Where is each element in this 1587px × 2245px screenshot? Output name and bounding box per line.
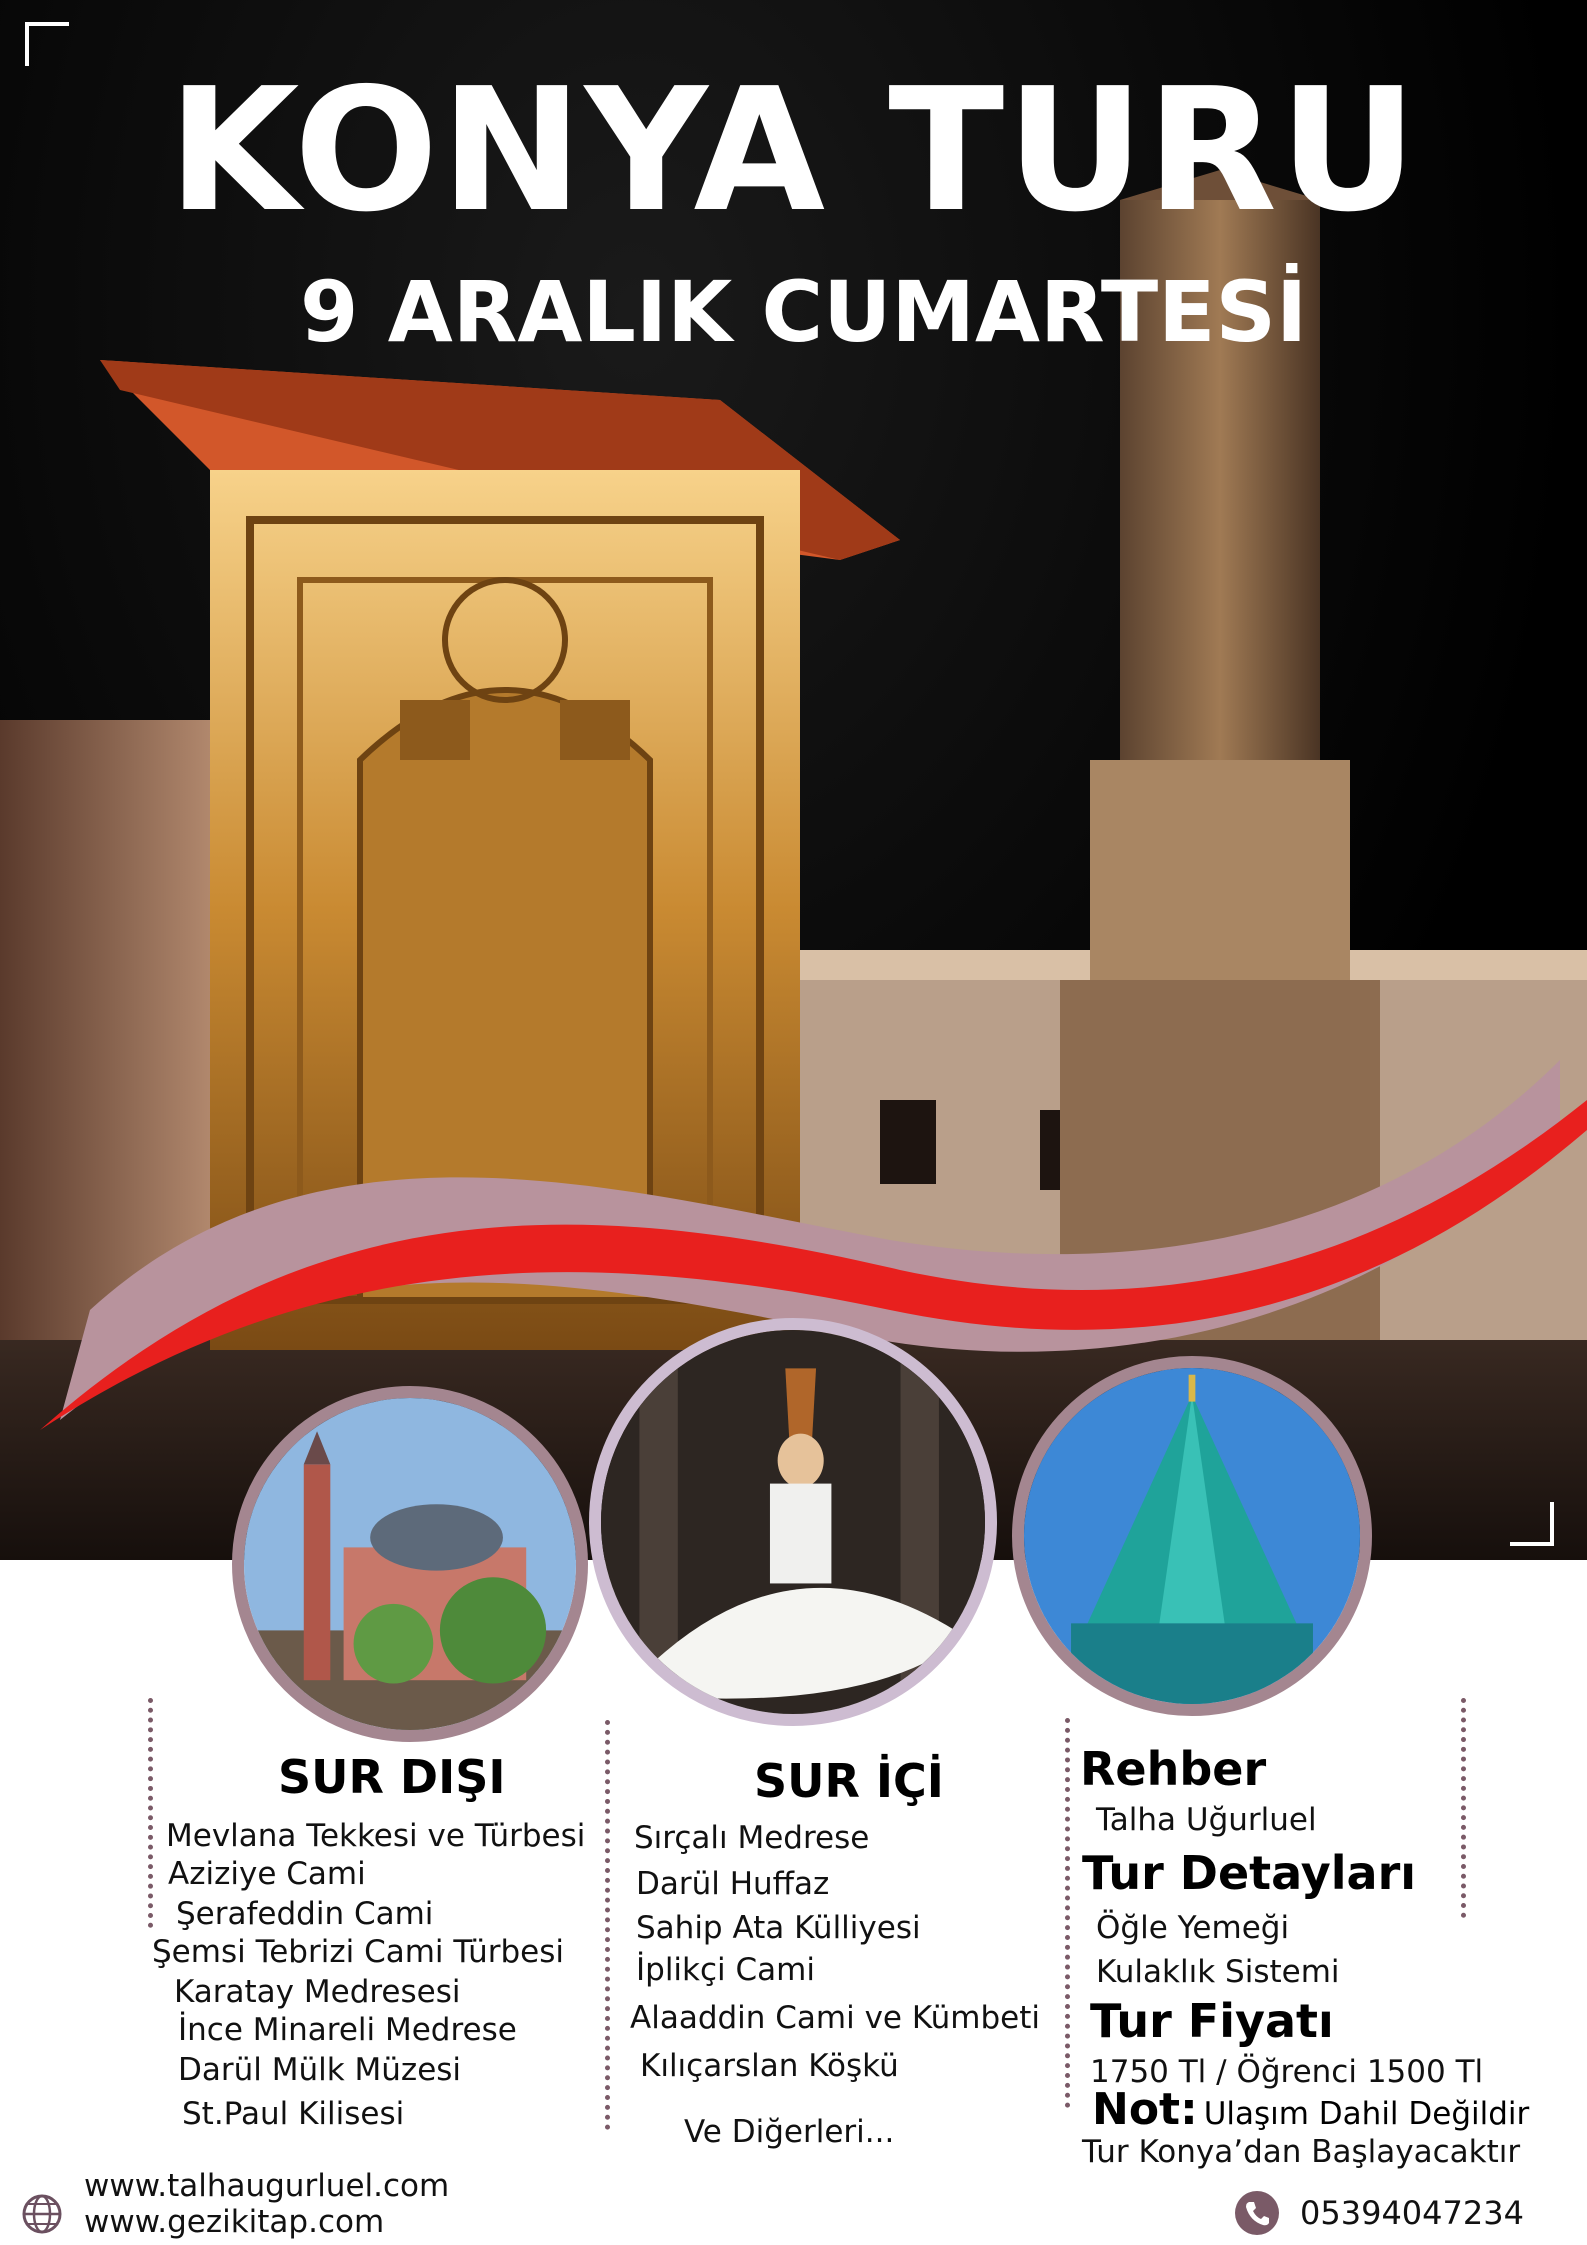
- tur-fiyati-heading: Tur Fiyatı: [1090, 1994, 1334, 2048]
- sur-ici-item: Kılıçarslan Köşkü: [640, 2048, 899, 2084]
- rehber-heading: Rehber: [1080, 1742, 1267, 1796]
- not-row: [1092, 2084, 1529, 2135]
- green-dome-photo-circle: [1012, 1356, 1372, 1716]
- start-note: Tur Konya’dan Başlayacaktır: [1082, 2134, 1521, 2170]
- dotted-divider: [148, 1698, 153, 1928]
- whirling-dervish-photo-circle: [589, 1318, 997, 1726]
- tur-fiyati-value: 1750 Tl / Öğrenci 1500 Tl: [1090, 2054, 1484, 2090]
- dotted-divider: [1461, 1698, 1466, 1918]
- sur-ici-item: İplikçi Cami: [636, 1952, 815, 1988]
- tur-detay-item: Öğle Yemeği: [1096, 1910, 1290, 1946]
- sur-ici-heading: SUR İÇİ: [754, 1754, 944, 1808]
- page-subtitle: 9 ARALIK CUMARTESİ: [300, 263, 1308, 361]
- sur-disi-heading: SUR DIŞI: [278, 1750, 506, 1804]
- phone-number[interactable]: 05394047234: [1300, 2194, 1524, 2232]
- sur-disi-item: Mevlana Tekkesi ve Türbesi: [166, 1818, 586, 1854]
- tur-detay-item: Kulaklık Sistemi: [1096, 1954, 1340, 1990]
- not-text: Ulaşım Dahil Değildir: [1203, 2096, 1530, 2132]
- dotted-divider: [1065, 1718, 1070, 2108]
- sur-disi-item: Darül Mülk Müzesi: [178, 2052, 462, 2088]
- sur-ici-item: Alaaddin Cami ve Kümbeti: [630, 2000, 1041, 2036]
- sur-disi-item: St.Paul Kilisesi: [182, 2096, 405, 2132]
- website-link-gezikitap[interactable]: www.gezikitap.com: [84, 2204, 385, 2240]
- page-title: KONYA TURU: [167, 52, 1420, 250]
- corner-frame-bottom-right: [1510, 1502, 1554, 1546]
- rehber-name: Talha Uğurluel: [1096, 1802, 1317, 1838]
- sur-ici-item: Darül Huffaz: [636, 1866, 830, 1902]
- sur-disi-item: Aziziye Cami: [168, 1856, 366, 1892]
- sur-ici-item: Sahip Ata Külliyesi: [636, 1910, 921, 1946]
- mosque-photo-circle: [232, 1386, 588, 1742]
- website-link-talhaugurluel[interactable]: www.talhaugurluel.com: [84, 2168, 450, 2204]
- sur-ici-item: Sırçalı Medrese: [634, 1820, 870, 1856]
- phone-icon: [1234, 2190, 1280, 2236]
- globe-icon: [20, 2192, 64, 2236]
- tur-detaylari-heading: Tur Detayları: [1082, 1846, 1417, 1900]
- sur-disi-item: Şerafeddin Cami: [176, 1896, 434, 1932]
- sur-ici-more: Ve Diğerleri...: [684, 2114, 895, 2150]
- dotted-divider: [605, 1720, 610, 2130]
- sur-disi-item: İnce Minareli Medrese: [178, 2012, 517, 2048]
- sur-disi-item: Karatay Medresesi: [174, 1974, 461, 2010]
- not-label: Not:: [1092, 2084, 1198, 2135]
- sur-disi-item: Şemsi Tebrizi Cami Türbesi: [152, 1934, 564, 1970]
